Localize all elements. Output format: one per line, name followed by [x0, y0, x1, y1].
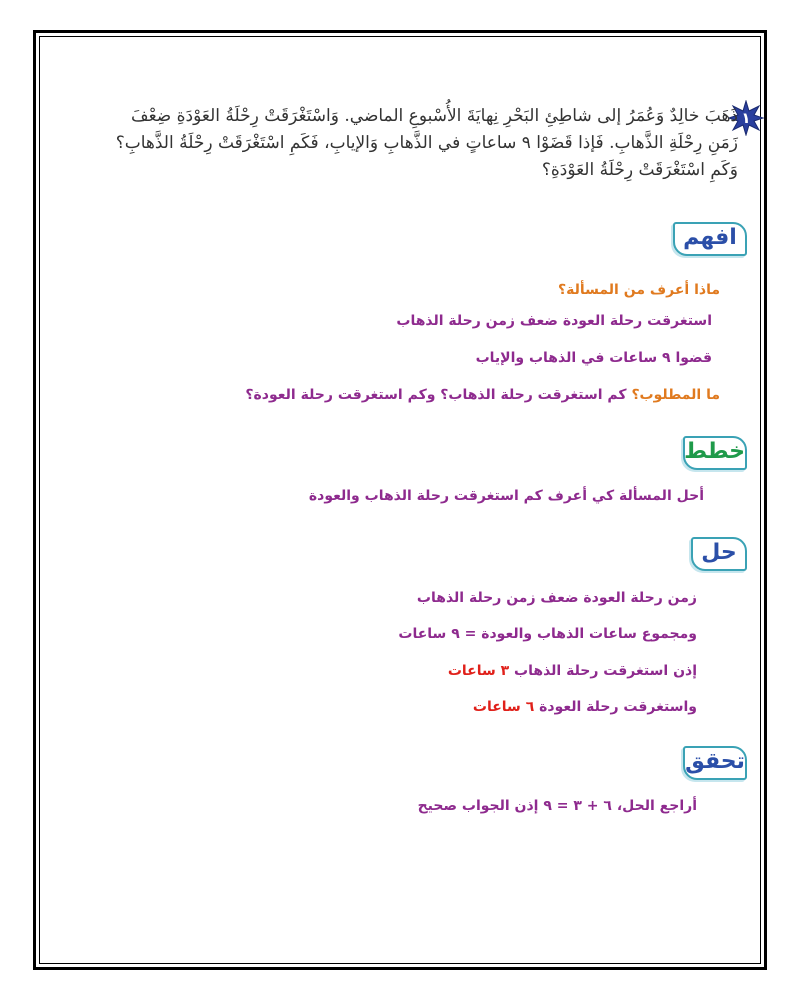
solve-line-4-value: ٦ ساعات: [472, 699, 535, 715]
solve-line-1: زمن رحلة العودة ضعف زمن رحلة الذهاب: [416, 590, 697, 606]
problem-text: ذَهَبَ خالِدٌ وَعُمَرُ إلى شاطِئِ البَحْرِ نِهايَةَ الأُسْبوعِ الماضي. وَاسْتَغْرَقَتْ رِحْلَةُ العَوْدَةِ ضِعْفَ زَمَنِ رِحْلَةِ الذَّهابِ. فَإذا قَضَوْا ٩ ساعاتٍ في الذَّهابِ وَالإيابِ، فَكَمِ اسْتَغْرَقَتْ رِحْلَةُ الذَّهابِ؟ وَكَمِ اسْتَغْرَقَتْ رِحْلَةُ العَوْدَةِ؟: [115, 106, 738, 180]
solve-line-3-text: إذن استغرقت رحلة الذهاب: [514, 663, 697, 679]
solve-line-3-value: ٣ ساعات: [447, 663, 510, 679]
required-line: [245, 387, 720, 403]
solve-line-2: ومجموع ساعات الذهاب والعودة = ٩ ساعات: [398, 626, 697, 642]
section-badge-solve: حل: [691, 537, 747, 571]
problem-number: ١: [741, 109, 751, 127]
solve-line-3: [448, 663, 697, 679]
required-question: ما المطلوب؟: [631, 387, 720, 403]
known-question: ماذا أعرف من المسألة؟: [558, 282, 720, 298]
check-text: أراجع الحل، ٦ + ٣ = ٩ إذن الجواب صحيح: [417, 798, 697, 814]
section-badge-check: تحقق: [683, 746, 747, 780]
required-text: كم استغرقت رحلة الذهاب؟ وكم استغرقت رحلة العودة؟: [245, 387, 627, 403]
solve-line-4-text: واستغرقت رحلة العودة: [539, 699, 697, 715]
section-badge-understand: افهم: [673, 222, 747, 256]
section-badge-plan: خطط: [683, 436, 747, 470]
known-fact-1: استغرقت رحلة العودة ضعف زمن رحلة الذهاب: [396, 313, 712, 329]
plan-text: أحل المسألة كي أعرف كم استغرقت رحلة الذهاب والعودة: [308, 488, 704, 504]
known-fact-2: قضوا ٩ ساعات في الذهاب والإياب: [475, 350, 712, 366]
solve-line-4: [473, 699, 697, 715]
